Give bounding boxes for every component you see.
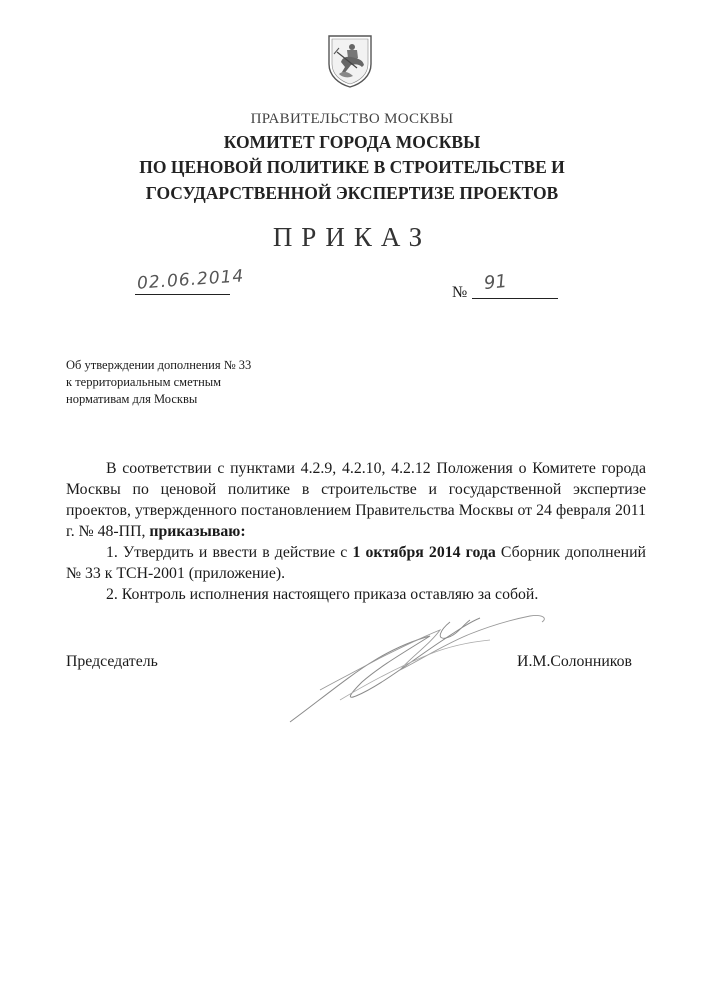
number-label: №: [452, 284, 468, 301]
preamble-text: В соответствии с пунктами 4.2.9, 4.2.10, 4.2.12 Положения о Комитете города Москвы по ценовой политике в строительстве и государственной экспертизе проектов, утвержденного постановлением Правительства Москвы от 24 февраля 2011 г. № 48-ПП,: [66, 460, 646, 540]
order-body: [66, 458, 646, 605]
order-subject: [66, 357, 296, 408]
moscow-emblem-icon: [327, 34, 373, 88]
order-item-2: 2. Контроль исполнения настоящего приказа оставляю за собой.: [106, 586, 539, 603]
effective-date: 1 октября 2014 года: [352, 544, 496, 561]
signer-name: И.М.Солонников: [517, 653, 632, 670]
item-1-text-start: 1. Утвердить и ввести в действие с: [106, 544, 348, 561]
committee-name-line-3: ГОСУДАРСТВЕННОЙ ЭКСПЕРТИЗЕ ПРОЕКТОВ: [145, 183, 559, 203]
subject-line: к территориальным сметным: [66, 375, 222, 389]
handwritten-number: 91: [482, 270, 508, 295]
government-name: ПРАВИТЕЛЬСТВО МОСКВЫ: [250, 111, 454, 127]
subject-line: нормативам для Москвы: [66, 392, 198, 406]
handwritten-date: 02.06.2014: [136, 266, 245, 294]
order-verb: приказываю:: [149, 523, 246, 540]
committee-name-line-1: КОМИТЕТ ГОРОДА МОСКВЫ: [223, 132, 481, 152]
subject-line: Об утверждении дополнения № 33: [66, 358, 252, 372]
signer-title: Председатель: [66, 653, 158, 670]
date-field: [135, 266, 245, 295]
item-1-text-end: Сборник дополнений № 33 к ТСН-2001 (приложение).: [66, 544, 646, 582]
number-field: [472, 270, 558, 299]
document-type-title: ПРИКАЗ: [272, 222, 432, 252]
order-item-1: [66, 542, 646, 584]
preamble-paragraph: [66, 458, 646, 542]
committee-name-line-2: ПО ЦЕНОВОЙ ПОЛИТИКЕ В СТРОИТЕЛЬСТВЕ И: [139, 157, 565, 177]
